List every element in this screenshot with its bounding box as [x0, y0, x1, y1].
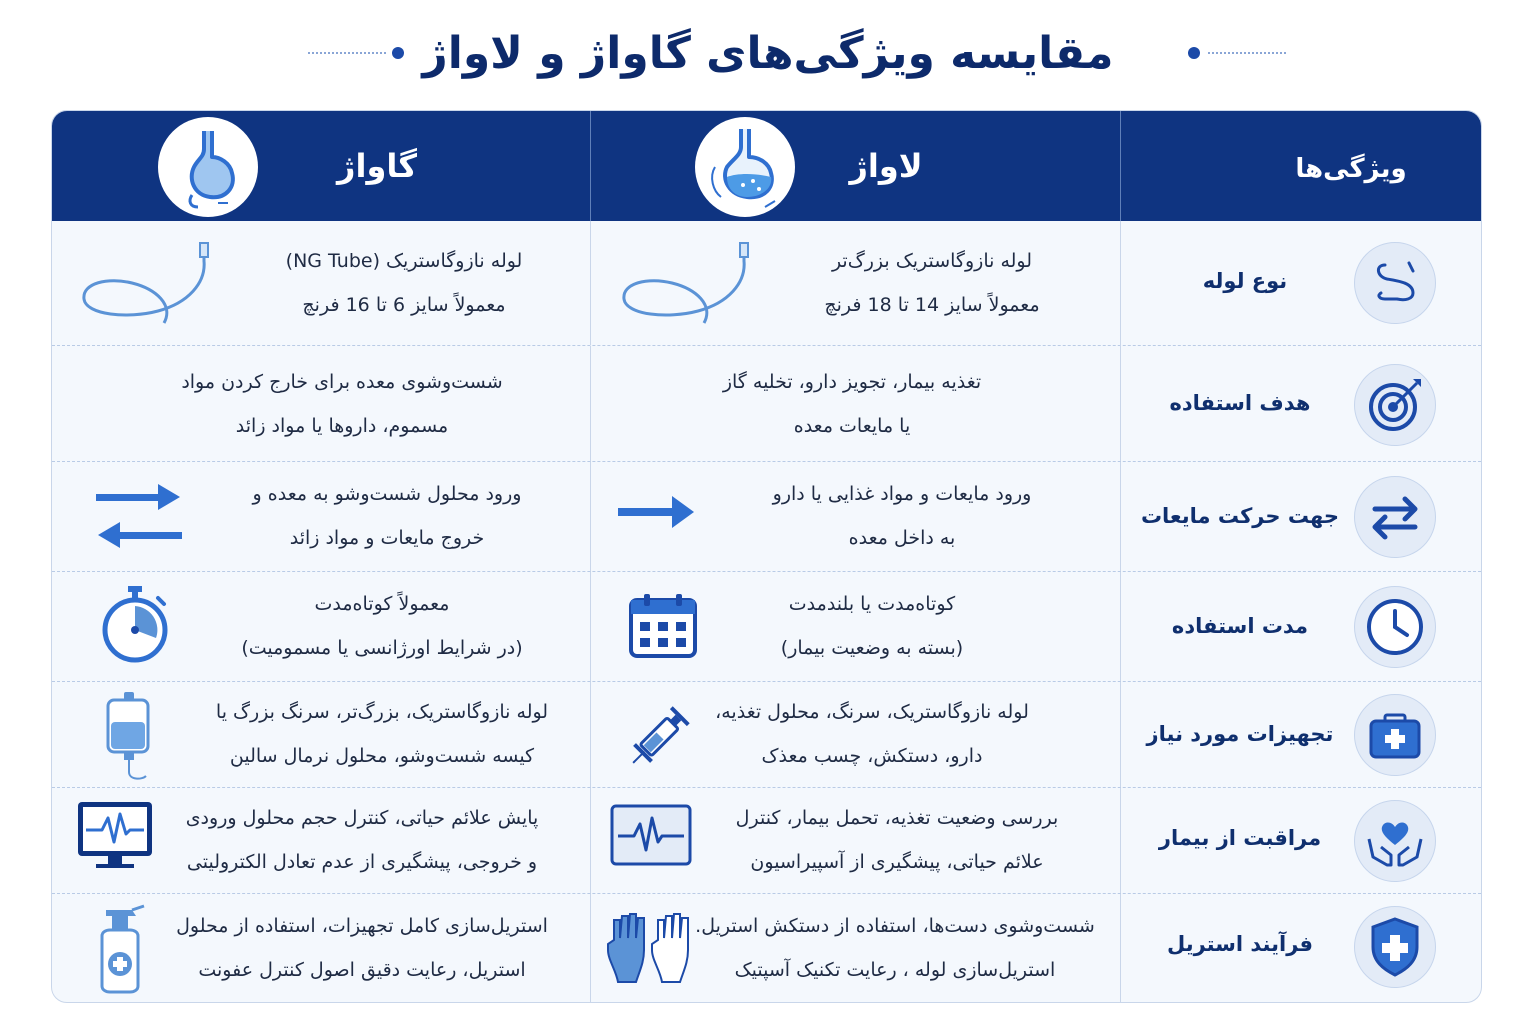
page-title: مقایسه ویژگی‌های گاواژ و لاواژ	[422, 28, 1114, 79]
lavage-text	[612, 360, 1092, 448]
table-row	[52, 345, 1481, 462]
two-way-arrows-icon	[96, 482, 182, 552]
lavage-text	[680, 904, 1110, 992]
tube-icon	[78, 243, 218, 333]
lavage-text	[752, 239, 1112, 327]
feature-label: جهت حرکت مایعات	[1140, 504, 1340, 528]
table-row	[52, 893, 1481, 1003]
column-divider	[590, 572, 591, 682]
lavage-text	[692, 796, 1102, 884]
text-line: (در شرایط اورژانسی یا مسمومیت)	[241, 637, 523, 659]
text-line: (بسته به وضعیت بیمار)	[780, 637, 964, 659]
ecg-monitor-icon	[610, 804, 692, 866]
text-line: معمولاً کوتاه‌مدت	[314, 593, 450, 615]
column-divider	[590, 788, 591, 894]
syringe-icon	[620, 696, 700, 776]
text-line: ورود مایعات و مواد غذایی یا دارو	[772, 483, 1032, 505]
table-row	[52, 221, 1481, 345]
text-line: شست‌وشوی معده برای خارج کردن مواد	[181, 371, 503, 393]
lavage-text	[732, 582, 1012, 670]
column-divider	[590, 894, 591, 1003]
text-line: بررسی وضعیت تغذیه، تحمل بیمار، کنترل	[735, 807, 1059, 829]
column-divider	[1120, 682, 1121, 788]
table-row	[52, 461, 1481, 572]
medical-kit-icon	[1354, 694, 1436, 776]
text-line: به داخل معده	[848, 527, 956, 549]
text-line: یا مایعات معده	[793, 415, 911, 437]
arrow-right-icon	[618, 492, 698, 532]
column-divider	[1120, 346, 1121, 462]
header-features	[1121, 111, 1481, 221]
table-row	[52, 571, 1481, 682]
column-divider	[1120, 894, 1121, 1003]
stomach-lavage-icon	[695, 117, 795, 217]
text-line: استریل‌سازی کامل تجهیزات، استفاده از محلول	[176, 915, 548, 937]
text-line: ورود محلول شست‌وشو به معده و	[252, 483, 522, 505]
text-line: لوله نازوگاستریک، بزرگ‌تر، سرنگ بزرگ یا	[215, 701, 549, 723]
gavage-text	[112, 360, 572, 448]
text-line: استریل‌سازی لوله ، رعایت تکنیک آسپتیک	[734, 959, 1056, 981]
text-line: لوله نازوگاستریک (NG Tube)	[285, 250, 523, 272]
text-line: شست‌وشوی دست‌ها، استفاده از دستکش استریل.	[695, 915, 1095, 937]
column-divider	[590, 346, 591, 462]
text-line: کیسه شست‌وشو، محلول نرمال سالین	[229, 745, 535, 767]
table-header	[52, 111, 1481, 221]
calendar-icon	[628, 592, 698, 660]
column-divider	[1120, 462, 1121, 572]
clock-icon	[1354, 586, 1436, 668]
gavage-text	[182, 690, 582, 778]
gavage-text	[212, 582, 552, 670]
feature-label: مدت استفاده	[1171, 614, 1309, 638]
table-row	[52, 681, 1481, 788]
shield-cross-icon	[1354, 906, 1436, 988]
text-line: دارو، دستکش، چسب معذک	[761, 745, 983, 767]
feature-label: هدف استفاده	[1169, 391, 1311, 415]
text-line: تغذیه بیمار، تجویز دارو، تخلیه گاز	[722, 371, 982, 393]
column-divider	[590, 462, 591, 572]
text-line: و خروجی، پیشگیری از عدم تعادل الکترولیتی	[186, 851, 538, 873]
text-line: علائم حیاتی، پیشگیری از آسپیراسیون	[750, 851, 1044, 873]
heart-monitor-icon	[76, 800, 154, 872]
text-line: معمولاً سایز 14 تا 18 فرنچ	[824, 294, 1040, 316]
gavage-text	[152, 904, 572, 992]
column-divider	[1120, 788, 1121, 894]
header-features-label: ویژگی‌ها	[1295, 154, 1407, 184]
column-divider	[590, 221, 591, 345]
header-gavage	[52, 111, 590, 221]
feature-label: نوع لوله	[1202, 269, 1288, 293]
column-divider	[1120, 221, 1121, 345]
header-gavage-label: گاواژ	[337, 147, 417, 185]
column-divider	[1120, 572, 1121, 682]
column-divider	[590, 682, 591, 788]
gavage-text	[224, 239, 584, 327]
feature-label: مراقبت از بیمار	[1158, 826, 1322, 850]
tube-icon	[618, 243, 758, 333]
title-bar	[0, 18, 1536, 90]
feature-label: تجهیزات مورد نیاز	[1146, 722, 1334, 746]
text-line: مسموم، داروها یا مواد زائد	[235, 415, 449, 437]
lavage-text	[712, 472, 1092, 560]
header-lavage	[591, 111, 1120, 221]
feature-label: فرآیند استریل	[1166, 932, 1314, 956]
text-line: لوله نازوگاستریک، سرنگ، محلول تغذیه،	[715, 701, 1029, 723]
stomach-gavage-icon	[158, 117, 258, 217]
gavage-text	[152, 796, 572, 884]
stopwatch-icon	[100, 586, 170, 664]
text-line: خروج مایعات و مواد زائد	[289, 527, 485, 549]
title-decoration-right	[1208, 52, 1286, 54]
header-lavage-label: لاواژ	[849, 147, 923, 185]
text-line: کوتاه‌مدت یا بلندمدت	[788, 593, 956, 615]
text-line: معمولاً سایز 6 تا 16 فرنچ	[302, 294, 506, 316]
iv-bag-icon	[102, 692, 158, 782]
title-dot-right	[1188, 47, 1200, 59]
spray-bottle-icon	[84, 902, 154, 994]
hands-heart-icon	[1354, 800, 1436, 882]
target-icon	[1354, 364, 1436, 446]
comparison-table	[51, 110, 1482, 1003]
text-line: پایش علائم حیاتی، کنترل حجم محلول ورودی	[185, 807, 539, 829]
gloves-icon	[606, 910, 696, 984]
text-line: استریل، رعایت دقیق اصول کنترل عفونت	[198, 959, 526, 981]
text-line: لوله نازوگاستریک بزرگ‌تر	[831, 250, 1033, 272]
lavage-text	[652, 690, 1092, 778]
swap-arrows-icon	[1354, 476, 1436, 558]
tube-icon	[1354, 242, 1436, 324]
table-row	[52, 787, 1481, 894]
gavage-text	[202, 472, 572, 560]
